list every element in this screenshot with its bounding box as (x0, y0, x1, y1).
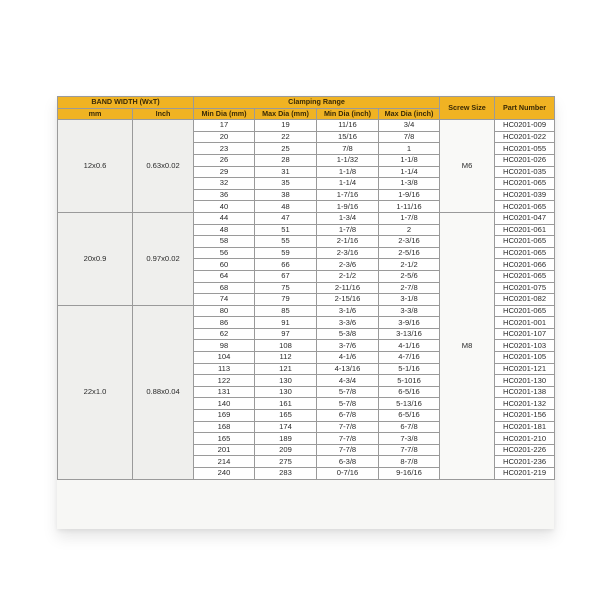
min-dia-mm-cell: 26 (194, 154, 255, 166)
max-dia-inch-cell: 3-13/16 (379, 328, 440, 340)
max-dia-inch-cell: 5-1/16 (379, 363, 440, 375)
max-dia-inch-cell: 7/8 (379, 131, 440, 143)
part-number-cell: HC0201-210 (495, 433, 555, 445)
min-dia-inch-cell: 7/8 (317, 143, 379, 155)
max-dia-mm-cell: 121 (255, 363, 317, 375)
max-dia-inch-cell: 1-11/16 (379, 201, 440, 213)
max-dia-mm-cell: 35 (255, 178, 317, 190)
min-dia-inch-cell: 1-7/8 (317, 224, 379, 236)
part-number-cell: HC0201-065 (495, 236, 555, 248)
min-dia-inch-cell: 2-15/16 (317, 294, 379, 306)
min-dia-mm-cell: 140 (194, 398, 255, 410)
min-dia-mm-cell: 44 (194, 212, 255, 224)
max-dia-inch-cell: 2-3/16 (379, 236, 440, 248)
max-dia-inch-header: Max Dia (inch) (379, 108, 440, 120)
part-number-cell: HC0201-105 (495, 352, 555, 364)
min-dia-inch-cell: 5-7/8 (317, 386, 379, 398)
max-dia-mm-cell: 51 (255, 224, 317, 236)
part-number-cell: HC0201-001 (495, 317, 555, 329)
min-dia-mm-cell: 62 (194, 328, 255, 340)
band-width-mm-cell: 22x1.0 (58, 305, 133, 479)
max-dia-mm-cell: 165 (255, 410, 317, 422)
part-number-cell: HC0201-130 (495, 375, 555, 387)
min-dia-inch-cell: 2-1/16 (317, 236, 379, 248)
min-dia-mm-cell: 36 (194, 189, 255, 201)
min-dia-inch-cell: 4-1/6 (317, 352, 379, 364)
min-dia-mm-cell: 58 (194, 236, 255, 248)
min-dia-inch-cell: 4-3/4 (317, 375, 379, 387)
screw-size-cell: M8 (440, 212, 495, 479)
min-dia-inch-cell: 0-7/16 (317, 468, 379, 480)
part-number-cell: HC0201-026 (495, 154, 555, 166)
max-dia-mm-cell: 55 (255, 236, 317, 248)
part-number-cell: HC0201-156 (495, 410, 555, 422)
max-dia-mm-cell: 66 (255, 259, 317, 271)
min-dia-mm-cell: 113 (194, 363, 255, 375)
band-width-inch-cell: 0.88x0.04 (133, 305, 194, 479)
min-dia-inch-cell: 3-3/6 (317, 317, 379, 329)
part-number-cell: HC0201-075 (495, 282, 555, 294)
part-number-cell: HC0201-065 (495, 178, 555, 190)
min-dia-inch-cell: 1-3/4 (317, 212, 379, 224)
max-dia-mm-cell: 25 (255, 143, 317, 155)
part-number-cell: HC0201-121 (495, 363, 555, 375)
max-dia-inch-cell: 1 (379, 143, 440, 155)
part-number-cell: HC0201-047 (495, 212, 555, 224)
min-dia-mm-cell: 32 (194, 178, 255, 190)
min-dia-inch-cell: 1-9/16 (317, 201, 379, 213)
part-number-cell: HC0201-065 (495, 270, 555, 282)
min-dia-inch-cell: 6-3/8 (317, 456, 379, 468)
max-dia-mm-cell: 161 (255, 398, 317, 410)
part-number-cell: HC0201-035 (495, 166, 555, 178)
part-number-cell: HC0201-236 (495, 456, 555, 468)
band-width-inch-cell: 0.97x0.02 (133, 212, 194, 305)
min-dia-mm-cell: 169 (194, 410, 255, 422)
min-dia-mm-cell: 40 (194, 201, 255, 213)
min-dia-inch-cell: 3-1/6 (317, 305, 379, 317)
min-dia-inch-cell: 1-1/8 (317, 166, 379, 178)
max-dia-inch-cell: 3/4 (379, 120, 440, 132)
min-dia-mm-cell: 86 (194, 317, 255, 329)
max-dia-inch-cell: 5-13/16 (379, 398, 440, 410)
max-dia-inch-cell: 5-1016 (379, 375, 440, 387)
max-dia-inch-cell: 1-3/8 (379, 178, 440, 190)
max-dia-mm-cell: 209 (255, 444, 317, 456)
min-dia-inch-cell: 7-7/8 (317, 444, 379, 456)
max-dia-mm-cell: 79 (255, 294, 317, 306)
clamp-spec-table (57, 96, 555, 480)
part-number-cell: HC0201-103 (495, 340, 555, 352)
max-dia-mm-cell: 97 (255, 328, 317, 340)
part-number-cell: HC0201-061 (495, 224, 555, 236)
table-row (58, 120, 555, 132)
min-dia-mm-cell: 60 (194, 259, 255, 271)
max-dia-mm-cell: 275 (255, 456, 317, 468)
min-dia-inch-cell: 2-3/6 (317, 259, 379, 271)
max-dia-mm-cell: 85 (255, 305, 317, 317)
min-dia-mm-cell: 80 (194, 305, 255, 317)
part-number-cell: HC0201-066 (495, 259, 555, 271)
min-dia-inch-cell: 5-7/8 (317, 398, 379, 410)
min-dia-inch-cell: 6-7/8 (317, 410, 379, 422)
max-dia-mm-cell: 19 (255, 120, 317, 132)
min-dia-mm-cell: 104 (194, 352, 255, 364)
max-dia-inch-cell: 1-1/8 (379, 154, 440, 166)
min-dia-inch-cell: 7-7/8 (317, 433, 379, 445)
max-dia-inch-cell: 3-9/16 (379, 317, 440, 329)
max-dia-inch-cell: 4-7/16 (379, 352, 440, 364)
inch-header: Inch (133, 108, 194, 120)
band-width-inch-cell: 0.63x0.02 (133, 120, 194, 213)
min-dia-mm-cell: 29 (194, 166, 255, 178)
min-dia-mm-cell: 64 (194, 270, 255, 282)
part-number-cell: HC0201-065 (495, 201, 555, 213)
min-dia-mm-cell: 168 (194, 421, 255, 433)
min-dia-mm-header: Min Dia (mm) (194, 108, 255, 120)
min-dia-inch-cell: 7-7/8 (317, 421, 379, 433)
min-dia-mm-cell: 68 (194, 282, 255, 294)
spec-table-body (58, 120, 555, 479)
max-dia-inch-cell: 6-5/16 (379, 410, 440, 422)
part-number-cell: HC0201-132 (495, 398, 555, 410)
max-dia-mm-cell: 47 (255, 212, 317, 224)
max-dia-mm-cell: 75 (255, 282, 317, 294)
max-dia-inch-cell: 2-7/8 (379, 282, 440, 294)
part-number-cell: HC0201-065 (495, 305, 555, 317)
max-dia-inch-cell: 4-1/16 (379, 340, 440, 352)
max-dia-inch-cell: 7-3/8 (379, 433, 440, 445)
max-dia-inch-cell: 8-7/8 (379, 456, 440, 468)
max-dia-inch-cell: 3-1/8 (379, 294, 440, 306)
part-number-cell: HC0201-022 (495, 131, 555, 143)
band-width-mm-cell: 12x0.6 (58, 120, 133, 213)
max-dia-mm-cell: 22 (255, 131, 317, 143)
min-dia-mm-cell: 23 (194, 143, 255, 155)
min-dia-inch-cell: 1-1/4 (317, 178, 379, 190)
max-dia-mm-cell: 283 (255, 468, 317, 480)
part-number-cell: HC0201-138 (495, 386, 555, 398)
band-width-header: BAND WIDTH (WxT) (58, 97, 194, 109)
max-dia-mm-cell: 59 (255, 247, 317, 259)
part-number-cell: HC0201-181 (495, 421, 555, 433)
part-number-cell: HC0201-055 (495, 143, 555, 155)
header-row-1 (58, 97, 555, 109)
min-dia-mm-cell: 74 (194, 294, 255, 306)
table-row (58, 212, 555, 224)
max-dia-inch-cell: 2-5/6 (379, 270, 440, 282)
max-dia-mm-cell: 130 (255, 386, 317, 398)
max-dia-mm-cell: 67 (255, 270, 317, 282)
min-dia-inch-cell: 1-1/32 (317, 154, 379, 166)
part-number-cell: HC0201-082 (495, 294, 555, 306)
mm-header: mm (58, 108, 133, 120)
max-dia-mm-cell: 112 (255, 352, 317, 364)
max-dia-inch-cell: 2 (379, 224, 440, 236)
max-dia-mm-cell: 31 (255, 166, 317, 178)
min-dia-mm-cell: 214 (194, 456, 255, 468)
min-dia-inch-cell: 1-7/16 (317, 189, 379, 201)
part-number-cell: HC0201-226 (495, 444, 555, 456)
min-dia-inch-cell: 11/16 (317, 120, 379, 132)
part-number-cell: HC0201-009 (495, 120, 555, 132)
max-dia-inch-cell: 6-7/8 (379, 421, 440, 433)
max-dia-inch-cell: 7-7/8 (379, 444, 440, 456)
band-width-mm-cell: 20x0.9 (58, 212, 133, 305)
min-dia-mm-cell: 17 (194, 120, 255, 132)
min-dia-mm-cell: 240 (194, 468, 255, 480)
min-dia-mm-cell: 98 (194, 340, 255, 352)
max-dia-mm-cell: 189 (255, 433, 317, 445)
max-dia-mm-cell: 48 (255, 201, 317, 213)
min-dia-mm-cell: 131 (194, 386, 255, 398)
min-dia-inch-cell: 3-7/6 (317, 340, 379, 352)
min-dia-mm-cell: 56 (194, 247, 255, 259)
max-dia-inch-cell: 2-1/2 (379, 259, 440, 271)
min-dia-mm-cell: 122 (194, 375, 255, 387)
part-number-cell: HC0201-039 (495, 189, 555, 201)
max-dia-mm-cell: 38 (255, 189, 317, 201)
max-dia-inch-cell: 3-3/8 (379, 305, 440, 317)
max-dia-mm-cell: 28 (255, 154, 317, 166)
min-dia-inch-cell: 5-3/8 (317, 328, 379, 340)
screw-size-cell: M6 (440, 120, 495, 213)
max-dia-inch-cell: 9-16/16 (379, 468, 440, 480)
clamping-range-header: Clamping Range (194, 97, 440, 109)
part-number-header: Part Number (495, 97, 555, 120)
min-dia-mm-cell: 201 (194, 444, 255, 456)
min-dia-mm-cell: 165 (194, 433, 255, 445)
max-dia-inch-cell: 1-7/8 (379, 212, 440, 224)
max-dia-inch-cell: 1-1/4 (379, 166, 440, 178)
min-dia-inch-cell: 2-11/16 (317, 282, 379, 294)
min-dia-inch-header: Min Dia (inch) (317, 108, 379, 120)
min-dia-mm-cell: 20 (194, 131, 255, 143)
max-dia-mm-cell: 174 (255, 421, 317, 433)
part-number-cell: HC0201-219 (495, 468, 555, 480)
max-dia-inch-cell: 2-5/16 (379, 247, 440, 259)
min-dia-inch-cell: 15/16 (317, 131, 379, 143)
min-dia-inch-cell: 2-3/16 (317, 247, 379, 259)
max-dia-inch-cell: 1-9/16 (379, 189, 440, 201)
part-number-cell: HC0201-065 (495, 247, 555, 259)
max-dia-inch-cell: 6-5/16 (379, 386, 440, 398)
max-dia-mm-header: Max Dia (mm) (255, 108, 317, 120)
min-dia-mm-cell: 48 (194, 224, 255, 236)
part-number-cell: HC0201-107 (495, 328, 555, 340)
min-dia-inch-cell: 2-1/2 (317, 270, 379, 282)
max-dia-mm-cell: 91 (255, 317, 317, 329)
max-dia-mm-cell: 108 (255, 340, 317, 352)
screw-size-header: Screw Size (440, 97, 495, 120)
min-dia-inch-cell: 4-13/16 (317, 363, 379, 375)
max-dia-mm-cell: 130 (255, 375, 317, 387)
